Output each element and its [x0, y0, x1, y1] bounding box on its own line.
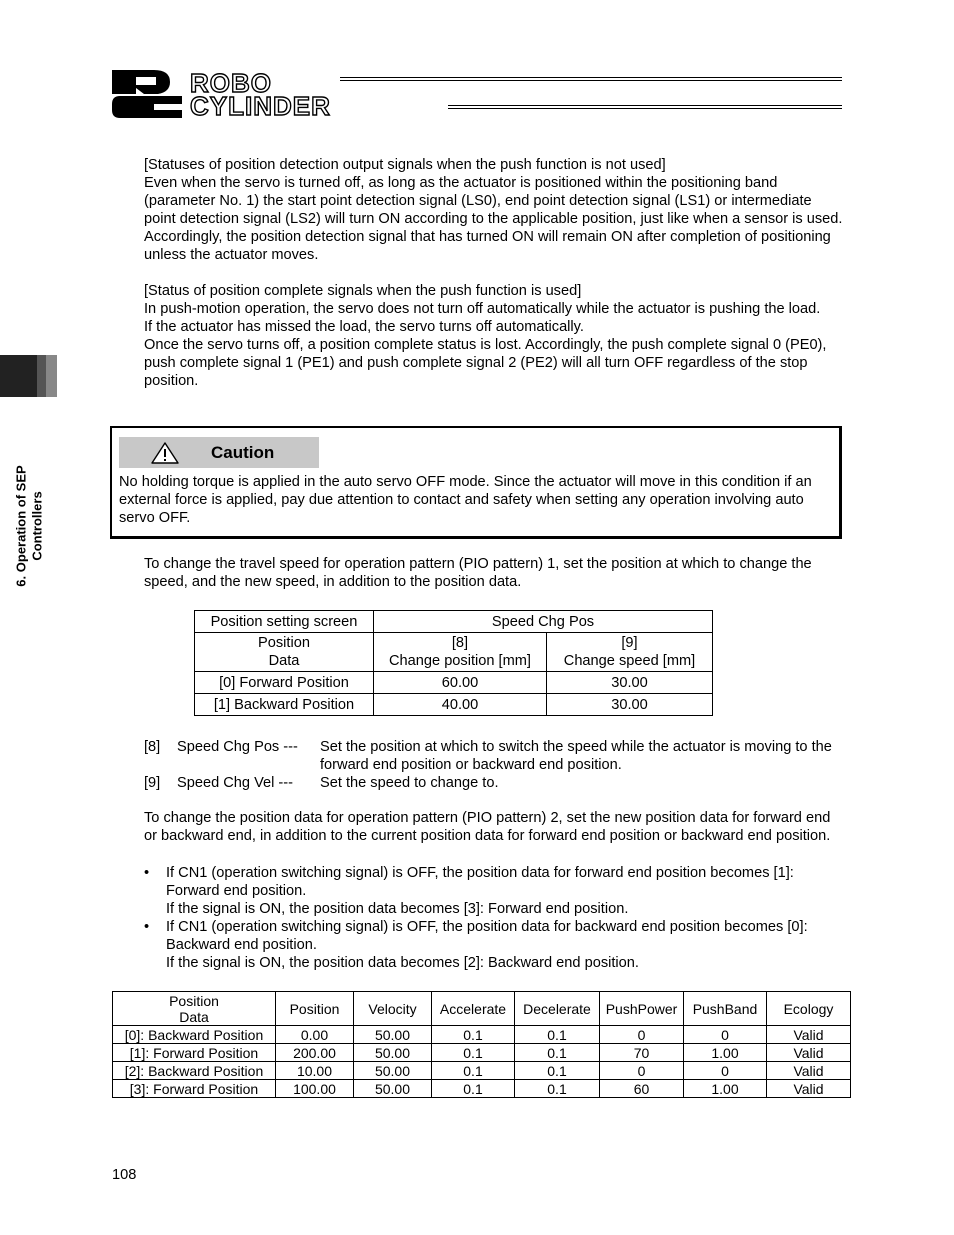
table-header: Position setting screen — [195, 611, 374, 633]
table-header: Speed Chg Pos — [374, 611, 713, 633]
list-item: • If CN1 (operation switching signal) is OFF, the position data for forward end position becomes [1]: Forward end position. If the signal is ON, the position data becomes [3]: Forward end position. — [144, 865, 794, 917]
section-heading: [Statuses of position detection output signals when the push function is not used] — [144, 157, 666, 173]
section-text: Once the servo turns off, a position complete status is lost. Accordingly, the push complete signal 0 (PE0), push complete signal 1 (PE1) and push complete signal 2 (PE2) will all turn OFF regardless of the stop position. — [144, 337, 827, 389]
page-number: 108 — [112, 1167, 137, 1183]
speed-change-table — [194, 610, 713, 716]
table-header: Accelerate — [432, 992, 515, 1026]
table-row: [1] Backward Position 40.00 30.00 — [195, 694, 713, 716]
section-text: If the actuator has missed the load, the servo turns off automatically. — [144, 319, 584, 335]
definition-item: [8] Speed Chg Pos --- Set the position at which to switch the speed while the actuator is moving to the forward end position or backward end position. — [144, 739, 832, 773]
table-header: Velocity — [354, 992, 432, 1026]
table-header: [8] Change position [mm] — [374, 633, 547, 672]
caution-box — [110, 426, 842, 539]
table-row: [3]: Forward Position 100.00 50.00 0.1 0.1 60 1.00 Valid — [113, 1080, 851, 1098]
table-header: PushPower — [600, 992, 684, 1026]
pattern2-text: To change the position data for operation pattern (PIO pattern) 2, set the new position data for forward end or backward end, in addition to the current position data for forward end position or backward end position. — [144, 810, 831, 844]
table-header: Position — [276, 992, 354, 1026]
header-rule-top — [340, 77, 842, 81]
section-push-not-used — [144, 156, 844, 264]
table-row: [1]: Forward Position 200.00 50.00 0.1 0.1 70 1.00 Valid — [113, 1044, 851, 1062]
caution-text: No holding torque is applied in the auto servo OFF mode. Since the actuator will move in this condition if an external force is applied, pay due attention to contact and safety when setting any operation involving auto servo OFF. — [119, 474, 812, 526]
table-header: [9] Change speed [mm] — [547, 633, 713, 672]
caution-title: Caution — [211, 443, 275, 462]
pattern1-text: To change the travel speed for operation pattern (PIO pattern) 1, set the position at which to change the speed, and the new speed, in addition to the position data. — [144, 556, 812, 590]
table-row: [2]: Backward Position 10.00 50.00 0.1 0.1 0 0 Valid — [113, 1062, 851, 1080]
table-row: [0]: Backward Position 0.00 50.00 0.1 0.1 0 0 Valid — [113, 1026, 851, 1044]
bullet-icon: • — [144, 865, 150, 881]
robo-cylinder-logo — [110, 68, 845, 120]
section-push-used — [144, 282, 844, 390]
section-text: In push-motion operation, the servo does not turn off automatically while the actuator is pushing the load. — [144, 301, 821, 317]
bullet-list — [144, 864, 844, 972]
table-row: [0] Forward Position 60.00 30.00 — [195, 672, 713, 694]
rc-logo-icon — [110, 68, 185, 120]
table-header: Position Data — [113, 992, 276, 1026]
header-rule-bottom — [448, 105, 842, 109]
bullet-icon: • — [144, 919, 150, 935]
table-header: Ecology — [767, 992, 851, 1026]
table-header: Decelerate — [515, 992, 600, 1026]
table-header: Position Data — [195, 633, 374, 672]
table-header: PushBand — [684, 992, 767, 1026]
logo-robo-text: ROBO — [190, 68, 272, 98]
section-text: Even when the servo is turned off, as long as the actuator is positioned within the positioning band (parameter No. 1) the start point detection signal (LS0), end point detection signal (LS1) or intermediate point detection signal (LS2) will turn ON according to the applicable position, just like when a sensor is used. Accordingly, the position detection signal that has turned ON will remain ON after completion of positioning unless the actuator moves. — [144, 175, 843, 263]
caution-header — [119, 437, 319, 468]
logo-cylinder-text: CYLINDER — [190, 91, 331, 121]
chapter-side-label: 6. Operation of SEP Controllers — [13, 465, 45, 587]
chapter-tab — [0, 355, 57, 397]
parameter-definitions — [144, 738, 844, 792]
warning-triangle-icon — [150, 441, 180, 465]
position-data-table — [112, 991, 851, 1098]
section-heading: [Status of position complete signals when the push function is used] — [144, 283, 582, 299]
list-item: • If CN1 (operation switching signal) is OFF, the position data for backward end position becomes [0]: Backward end position. If the signal is ON, the position data becomes [2]: Backward end position. — [144, 919, 808, 971]
definition-item: [9] Speed Chg Vel --- Set the speed to change to. — [144, 775, 499, 791]
